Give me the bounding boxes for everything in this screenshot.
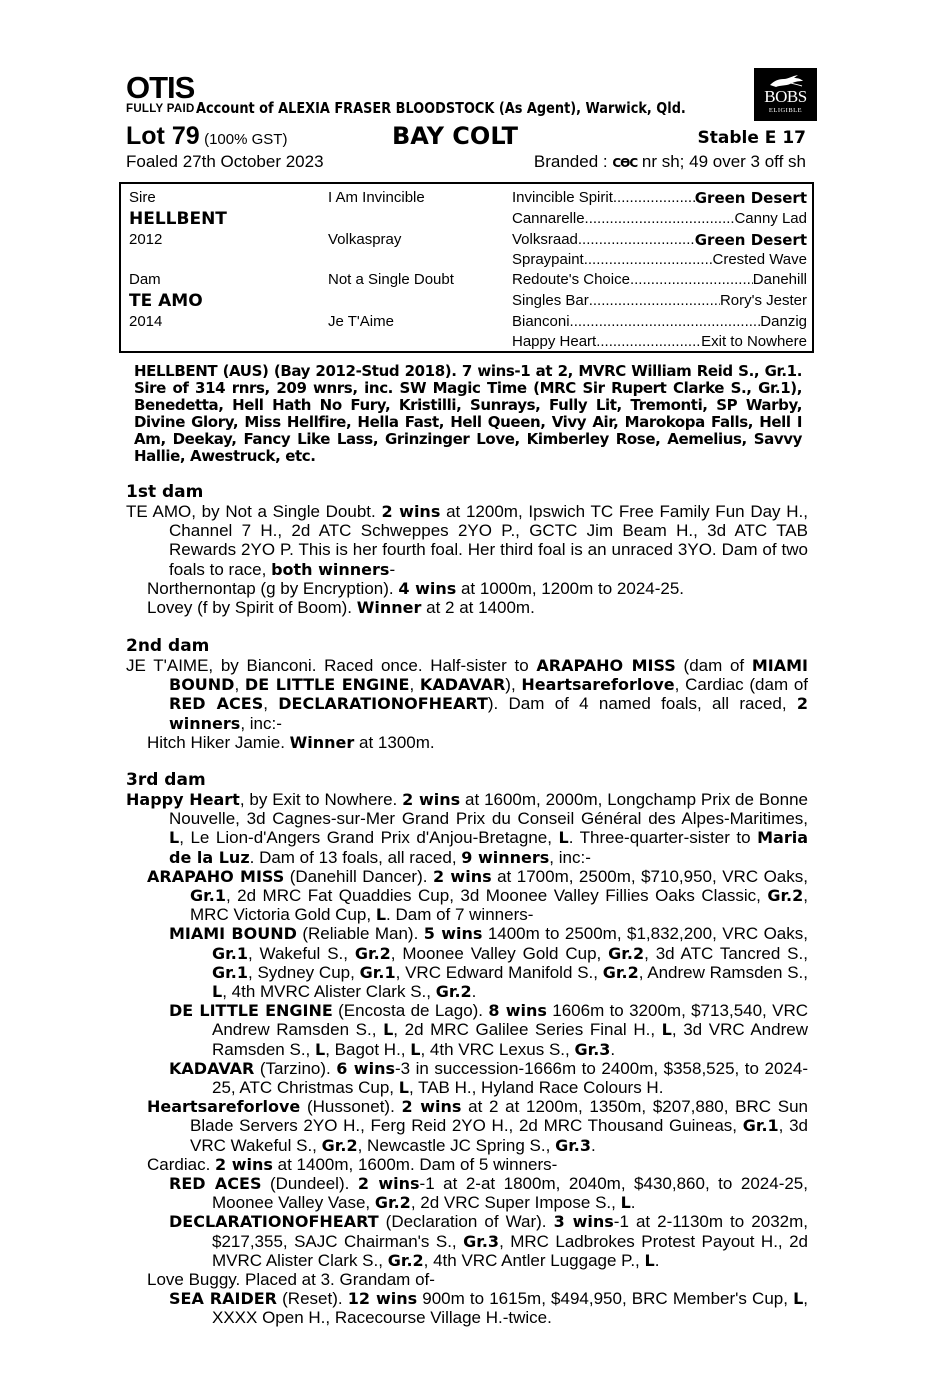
pedigree-entry xyxy=(147,1155,808,1174)
entry-text: , 4th MVRC Alister Clark S., xyxy=(222,982,436,1002)
pedigree-entry xyxy=(126,790,808,867)
entry-text: at 1400m, 1600m. Dam of 5 winners- xyxy=(272,1154,558,1174)
entry-text: , Newcastle JC Spring S., xyxy=(357,1135,556,1155)
bold-text: L xyxy=(383,1020,394,1040)
entry-text: , 4th VRC Antler Luggage P., xyxy=(423,1250,645,1270)
bold-text: RED ACES xyxy=(169,1174,262,1194)
entry-text: . xyxy=(471,982,477,1002)
bold-text: 2 wins xyxy=(381,502,441,521)
pedigree-gen3-row xyxy=(512,189,807,207)
entry-text: at 1300m. xyxy=(354,732,435,752)
lot-label: Lot 79 xyxy=(126,122,200,150)
leader-dots xyxy=(630,271,753,289)
entry-text: JE T'AIME, by Bianconi. Raced once. Half-sister to xyxy=(126,656,537,675)
entry-text: 1400m to 2500m, $1,832,200, VRC Oaks, xyxy=(482,924,808,944)
bold-text: MIAMI BOUND xyxy=(169,656,808,695)
bold-text: Gr.1 xyxy=(212,962,248,982)
gen3-horse: Redoute's Choice xyxy=(512,271,630,288)
pedigree-entry xyxy=(126,656,808,733)
bold-text: DECLARATIONOFHEART xyxy=(169,1212,379,1232)
entry-text: ). Dam of 4 named foals, all raced, xyxy=(487,694,797,714)
bold-text: Gr.2 xyxy=(767,886,804,906)
entry-text: , 3d VRC Andrew Ramsden S., xyxy=(212,1020,808,1059)
entry-text: , xyxy=(234,675,245,695)
entry-text: . Three-quarter-sister to xyxy=(568,828,758,848)
leader-dots xyxy=(584,251,713,269)
bold-text: Winner xyxy=(289,732,355,752)
bold-text: 2 wins xyxy=(401,1097,462,1117)
entry-text: , inc:- xyxy=(549,847,591,867)
dam-year: 2014 xyxy=(129,313,163,330)
bold-text: KADAVAR xyxy=(169,1058,255,1078)
entry-text: , 2d MRC Galilee Series Final H., xyxy=(393,1020,662,1040)
bold-text: 2 wins xyxy=(432,866,492,886)
entry-text: , Le Lion-d'Angers Grand Prix d'Anjou-Bretagne, xyxy=(179,828,559,848)
bold-text: Heartsareforlove xyxy=(521,675,675,695)
bold-text: L xyxy=(375,905,387,925)
pedigree-entry xyxy=(169,1212,808,1270)
leader-dots xyxy=(578,231,695,249)
bold-text: Happy Heart xyxy=(126,790,240,809)
entry-text: (dam of xyxy=(675,656,752,675)
pedigree-entry xyxy=(169,1001,808,1059)
bold-text: Gr.1 xyxy=(359,962,396,982)
entry-text: , MRC Ladbrokes Protest Payout H., 2d MVRC Alister Clark S., xyxy=(212,1231,808,1270)
gen3-sire: Danehill xyxy=(752,271,807,288)
entry-text: , xyxy=(409,675,420,695)
entry-text: . Dam of 13 foals, all raced, xyxy=(249,847,462,867)
entry-text: Love Buggy. Placed at 3. Grandam of- xyxy=(147,1270,435,1290)
first-dam-heading: 1st dam xyxy=(126,482,204,502)
gen3-horse: Bianconi xyxy=(512,313,570,330)
pedigree-gen3-row xyxy=(512,333,807,351)
entry-text: , Bagot H., xyxy=(325,1039,411,1059)
bold-text: L xyxy=(558,828,569,848)
bold-text: KADAVAR xyxy=(419,675,506,695)
entry-text: , 3d VRC Wakeful S., xyxy=(190,1116,808,1155)
bold-text: both winners xyxy=(271,559,390,579)
entry-text: - xyxy=(389,559,396,579)
bold-text: L xyxy=(661,1020,672,1040)
entry-text: (Tarzino). xyxy=(254,1058,337,1078)
bold-text: ARAPAHO MISS xyxy=(536,656,676,675)
entry-text: , MRC Victoria Gold Cup, xyxy=(190,886,808,925)
gen3-horse: Spraypaint xyxy=(512,251,584,268)
gst-note: (100% GST) xyxy=(204,131,288,148)
lot-number xyxy=(126,122,287,154)
pedigree-entry xyxy=(147,867,808,925)
pedigree-entry xyxy=(147,1097,808,1155)
gen3-horse: Invincible Spirit xyxy=(512,189,613,206)
pedigree-gen3-row xyxy=(512,313,807,331)
entry-text: (Dundeel). xyxy=(261,1174,358,1194)
bold-text: Gr.2 xyxy=(374,1193,411,1213)
gen3-sire: Exit to Nowhere xyxy=(701,333,807,350)
bold-text: Winner xyxy=(356,598,422,618)
bold-text: L xyxy=(644,1250,655,1270)
fully-paid-label: FULLY PAID xyxy=(126,103,195,115)
pedigree-gen3-row xyxy=(512,251,807,269)
entry-text: , VRC Edward Manifold S., xyxy=(395,962,603,982)
bold-text: L xyxy=(620,1193,631,1213)
leader-dots xyxy=(570,313,761,331)
entry-text: at 1200m, Ipswich TC Free Family Fun Day H., Channel 7 H., 2d ATC Schweppes 2YO P., GCTC Jim Beam H., 3d ATC TAB Rewards 2YO P. This is her fourth foal. Her third foal is an unraced 3YO. Dam of two foals to race, xyxy=(169,502,808,579)
leader-dots xyxy=(613,189,695,207)
entry-text: , Sydney Cup, xyxy=(247,962,360,982)
gen3-sire: Rory's Jester xyxy=(719,292,807,309)
entry-text: . xyxy=(630,1193,636,1213)
gen3-sire: Canny Lad xyxy=(734,210,807,227)
sire-year: 2012 xyxy=(129,231,163,248)
pedigree-entry xyxy=(147,598,808,617)
branded-prefix: Branded : xyxy=(533,152,613,171)
bold-text: Gr.1 xyxy=(742,1116,779,1136)
stable-location: Stable E 17 xyxy=(697,128,806,148)
leader-dots xyxy=(589,292,720,310)
bold-text: Gr.2 xyxy=(354,943,391,963)
gen3-sire: Crested Wave xyxy=(712,251,807,268)
entry-text: , Cardiac (dam of xyxy=(674,675,809,695)
bold-text: Gr.1 xyxy=(212,943,248,963)
foaling-date: Foaled 27th October 2023 xyxy=(126,152,324,171)
bold-text: 9 winners xyxy=(461,847,550,867)
bold-text: 8 wins xyxy=(488,1001,547,1021)
entry-text: , xyxy=(263,694,279,714)
bold-text: Gr.3 xyxy=(574,1039,611,1059)
horse-description: BAY COLT xyxy=(392,122,519,150)
bold-text: 12 wins xyxy=(347,1289,418,1309)
bold-text: MIAMI BOUND xyxy=(169,924,297,944)
entry-text: 900m to 1615m, $494,950, BRC Member's Cup, xyxy=(417,1289,794,1309)
entry-text: (Hussonet). xyxy=(300,1097,402,1117)
entry-text: , Moonee Valley Gold Cup, xyxy=(390,943,609,963)
branded-suffix: nr sh; 49 over 3 off sh xyxy=(637,152,806,171)
entry-text: Hitch Hiker Jamie. xyxy=(147,732,290,752)
entry-text: (Reliable Man). xyxy=(296,924,424,944)
bold-text: Gr.2 xyxy=(608,943,645,963)
bold-text: Gr.3 xyxy=(463,1231,500,1251)
pedigree-entry xyxy=(169,924,808,1001)
bold-text: 6 wins xyxy=(336,1058,395,1078)
entry-text: (Reset). xyxy=(277,1289,348,1309)
bold-text: Gr.2 xyxy=(321,1135,358,1155)
dam-sire: Not a Single Doubt xyxy=(328,271,454,288)
entry-text: (Danehill Dancer). xyxy=(284,866,433,886)
gen3-horse: Singles Bar xyxy=(512,292,589,309)
bold-text: 2 wins xyxy=(215,1154,273,1174)
leader-dots xyxy=(596,333,701,351)
bold-text: Heartsareforlove xyxy=(147,1097,301,1117)
bold-text: L xyxy=(398,1078,409,1098)
pedigree-entry xyxy=(147,1270,808,1289)
entry-text: -1 at 2-1130m to 2032m, $217,355, SAJC Chairman's S., xyxy=(212,1212,808,1251)
entry-text: TE AMO, by Not a Single Doubt. xyxy=(126,502,382,521)
entry-text: , Andrew Ramsden S., xyxy=(638,962,808,982)
sire-summary: HELLBENT (AUS) (Bay 2012-Stud 2018). 7 wins-1 at 2, MVRC William Reid S., Gr.1. Sire of 314 rnrs, 209 wnrs, inc. SW Magic Time (MRC Sir Rupert Clarke S., Gr.1), Benedetta, Hell Hath No Fury, Kristilli, Sunrays, Fully Lit, Tremonti, SP Warby, Divine Glory, Miss Hellfire, Hella Fast, Hell Queen, Vivy Air, Marokopa Falls, Hell I Am, Deekay, Fancy Like Lass, Grinzinger Love, Kimberley Rose, Aemelius, Savvy Hallie, Awestruck, etc. xyxy=(134,362,802,465)
bold-text: SEA RAIDER xyxy=(169,1289,277,1309)
third-dam-heading: 3rd dam xyxy=(126,770,206,790)
entry-text: -3 in succession-1666m to 2400m, $358,525, to 2024-25, ATC Christmas Cup, xyxy=(212,1058,808,1098)
entry-text: . xyxy=(610,1039,616,1059)
bold-text: Gr.3 xyxy=(555,1135,592,1155)
bold-text: L xyxy=(315,1039,326,1059)
bold-text: L xyxy=(212,982,223,1002)
gen3-sire: Danzig xyxy=(760,313,807,330)
entry-text: , 4th VRC Lexus S., xyxy=(420,1039,575,1059)
second-dam-heading: 2nd dam xyxy=(126,636,210,656)
bold-text: 3 wins xyxy=(553,1212,614,1232)
entry-text: . Dam of 7 winners- xyxy=(386,905,534,925)
pedigree-entry xyxy=(147,579,808,598)
entry-text: Northernontap (g by Encryption). xyxy=(147,578,399,598)
pedigree-entry xyxy=(169,1059,808,1097)
pedigree-gen3-row xyxy=(512,231,807,249)
entry-text: at 1000m, 1200m to 2024-25. xyxy=(456,578,685,598)
bold-text: 4 wins xyxy=(398,578,457,598)
sire-name: HELLBENT xyxy=(129,209,227,229)
pedigree-entry xyxy=(147,733,808,752)
brand-description xyxy=(534,152,806,173)
bobs-eligible-logo xyxy=(754,68,817,121)
entry-text: 1606m to 3200m, $713,540, VRC Andrew Ramsden S., xyxy=(212,1001,809,1040)
bold-text: Gr.2 xyxy=(602,962,639,982)
otis-logo-text: OTIS xyxy=(126,70,195,105)
bold-text: Gr.2 xyxy=(435,982,472,1002)
entry-text: , XXXX Open H., Racecourse Village H.-twice. xyxy=(212,1289,809,1328)
pedigree-entry xyxy=(169,1174,808,1212)
pedigree-entry xyxy=(126,502,808,579)
entry-text: (Declaration of War). xyxy=(378,1212,554,1232)
bobs-eligible-word: ELIGIBLE xyxy=(768,107,803,114)
gen3-horse: Happy Heart xyxy=(512,333,597,350)
entry-text: ), xyxy=(505,675,522,695)
entry-text: , TAB H., Hyland Race Colours H. xyxy=(408,1078,664,1098)
bold-text: L xyxy=(169,828,180,848)
gen3-horse: Volksraad xyxy=(512,231,578,248)
entry-text: at 2 at 1200m, 1350m, $207,880, BRC Sun Blade Servers 2YO H., Ferg Reid 2YO H., 2d MRC Thousand Guineas, xyxy=(190,1097,809,1136)
bold-text: RED ACES xyxy=(169,694,264,714)
bold-text: 5 wins xyxy=(423,924,483,944)
bold-text: DECLARATIONOFHEART xyxy=(278,694,488,714)
bold-text: 2 wins xyxy=(402,790,461,809)
pedigree-gen3-row xyxy=(512,271,807,289)
dam-label: Dam xyxy=(129,271,161,288)
gen3-sire: Green Desert xyxy=(694,189,807,207)
vendor-line: Account of ALEXIA FRASER BLOODSTOCK (As Agent), Warwick, Qld. xyxy=(196,99,686,117)
entry-text: at 1600m, 2000m, Longchamp Prix de Bonne Nouvelle, 3d Cagnes-sur-Mer Grand Prix du Conseil Général des Alpes-Maritimes, xyxy=(169,790,808,829)
entry-text: , by Exit to Nowhere. xyxy=(239,790,403,809)
pedigree-gen3-row xyxy=(512,210,807,228)
entry-text: , 2d MRC Fat Quaddies Cup, 3d Moonee Valley Fillies Oaks Classic, xyxy=(225,886,768,906)
dam-dam: Je T'Aime xyxy=(328,313,394,330)
bold-text: DE LITTLE ENGINE xyxy=(169,1001,333,1021)
bold-text: ARAPAHO MISS xyxy=(147,866,285,886)
sire-dam: Volkaspray xyxy=(328,231,402,248)
bold-text: L xyxy=(410,1039,421,1059)
bold-text: Maria de la Luz xyxy=(169,828,809,867)
bold-text: 2 winners xyxy=(169,694,808,733)
gen3-horse: Cannarelle xyxy=(512,210,585,227)
brand-mark-icon: CӨC xyxy=(612,156,638,170)
entry-text: , Wakeful S., xyxy=(247,943,355,963)
sire-sire: I Am Invincible xyxy=(328,189,425,206)
entry-text: , 2d VRC Super Impose S., xyxy=(410,1193,621,1213)
sire-label: Sire xyxy=(129,189,156,206)
pedigree-gen3-row xyxy=(512,292,807,310)
bold-text: L xyxy=(793,1289,804,1309)
pedigree-table xyxy=(119,182,814,353)
bold-text: Gr.2 xyxy=(387,1250,424,1270)
gen3-sire: Green Desert xyxy=(694,231,807,249)
entry-text: . xyxy=(654,1250,660,1270)
entry-text: -1 at 2-at 1800m, 2040m, $430,860, to 2024-25, Moonee Valley Vase, xyxy=(212,1174,808,1213)
entry-text: , 3d ATC Tancred S., xyxy=(644,943,808,963)
entry-text: Lovey (f by Spirit of Boom). xyxy=(147,598,357,618)
entry-text: at 1700m, 2500m, $710,950, VRC Oaks, xyxy=(491,866,808,886)
bold-text: Gr.1 xyxy=(190,886,226,906)
bobs-word: BOBS xyxy=(764,87,807,106)
bold-text: 2 wins xyxy=(357,1174,420,1194)
entry-text: at 2 at 1400m. xyxy=(421,598,535,618)
entry-text: (Encosta de Lago). xyxy=(332,1001,489,1021)
entry-text: , inc:- xyxy=(240,713,282,733)
entry-text: . xyxy=(591,1135,596,1155)
pedigree-entry xyxy=(169,1289,808,1327)
entry-text: Cardiac. xyxy=(147,1154,216,1174)
dam-name: TE AMO xyxy=(129,291,203,311)
bold-text: DE LITTLE ENGINE xyxy=(244,675,410,695)
leader-dots xyxy=(585,210,735,228)
